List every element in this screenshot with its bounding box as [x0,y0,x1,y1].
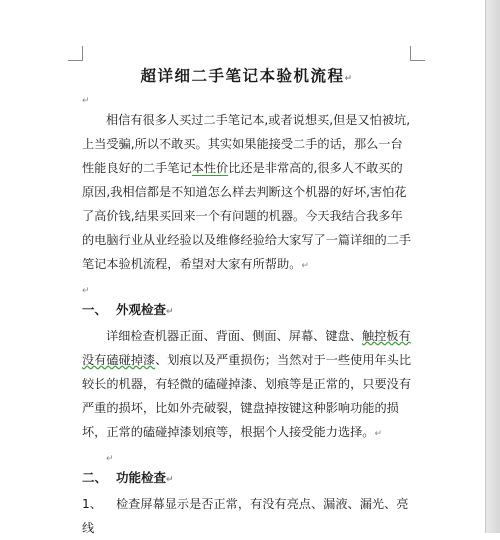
grammar-underline: 本性价 [191,161,229,175]
exterior-paragraph: 详细检查机器正面、背面、侧面、屏幕、键盘、触控板有没有磕碰掉漆、划痕以及严重损伤；当然对于一些使用年头比较长的机器，有轻微的磕碰掉漆、划痕等是正常的，只要没有严重的损坏，比如外壳破裂，键盘掉按键这种影响功能的损坏，正常的磕碰掉漆划痕等，根据个人接受能力选择。↵ [82,329,412,439]
paragraph-mark: ↵ [82,96,90,106]
crop-mark-top-right [410,46,425,61]
crop-mark-top-left [68,46,83,61]
paragraph-mark: ↵ [301,261,309,271]
section-heading-function: 二、 功能检查↵ [82,470,174,485]
empty-paragraph [82,446,412,466]
document-title: 超详细二手笔记本验机流程↵ [140,67,354,85]
list-item: 1、 检查屏幕显示是否正常，有没有亮点、漏液、漏光、亮线 [82,497,409,535]
paragraph-mark: ↵ [166,475,174,485]
paragraph-mark: ↵ [344,74,354,84]
document-content[interactable] [82,60,412,540]
empty-paragraph [82,88,412,108]
intro-paragraph: 相信有很多人买过二手笔记本,或者说想买,但是又怕被坑,上当受骗,所以不敢买。其实如果能接受二手的话，那么一台性能良好的二手笔记本性价比还是非常高的,很多人不敢买的原因,我相信都是不知道怎么样去判断这个机器的好坏,害怕花了高价钱,结果买回来一个有问题的机器。今天我结合我多年的电脑行业从业经验以及维修经验给大家写了一篇详细的二手笔记本验机流程，希望对大家有所帮助。↵ [82,113,412,271]
paragraph-mark: ↵ [106,454,114,464]
paragraph-mark: ↵ [166,307,174,317]
paragraph-mark: ↵ [82,286,90,296]
section-heading-exterior: 一、 外观检查↵ [82,302,174,317]
paragraph-mark: ↵ [374,429,383,439]
empty-paragraph [82,278,412,298]
page-edge [485,0,500,533]
grammar-underline: 触控板有没有磕碰掉漆 [82,329,411,367]
